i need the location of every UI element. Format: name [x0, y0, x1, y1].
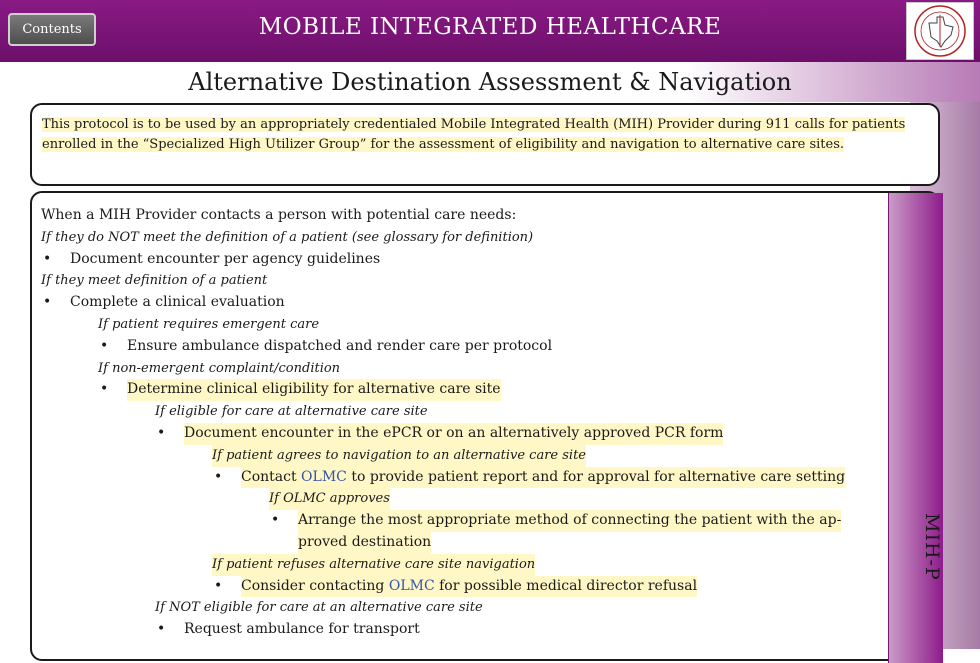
condition-line: If they do NOT meet the definition of a patient (see glossary for definition) [41, 229, 534, 245]
bullet-item-continued: proved destination [41, 532, 891, 554]
bullet-item: • Contact OLMC to provide patient report and for approval for alternative care setting [41, 467, 891, 489]
intro-text: This protocol is to be used by an appropriately credentialed Mobile Integrated Health (MIH) Provider during 911 calls for patients enrolled in the “Specialized High Utilizer Group” for the assessment of eligibility and navigation to alternative care sites. [42, 117, 906, 152]
medical-directors-seal-icon [906, 2, 974, 60]
olmc-link[interactable]: OLMC [301, 468, 347, 485]
condition-line: If patient agrees to navigation to an alternative care site [41, 445, 891, 467]
condition-line: If eligible for care at alternative care site [155, 404, 428, 420]
condition-line: If patient requires emergent care [98, 316, 320, 332]
bullet-item: • Document encounter in the ePCR or on an alternatively approved PCR form [41, 423, 891, 445]
bullet-item: • Ensure ambulance dispatched and render care per protocol [41, 336, 891, 358]
bullet-item: • Complete a clinical evaluation [41, 292, 891, 314]
bullet-item: • Arrange the most appropriate method of connecting the patient with the ap- [41, 510, 891, 532]
tab-label: MIH-P [921, 513, 943, 581]
olmc-link[interactable]: OLMC [388, 577, 435, 594]
contents-button[interactable]: Contents [8, 13, 96, 46]
condition-line: If non-emergent complaint/condition [98, 360, 341, 376]
condition-line: If patient refuses alternative care site navigation [41, 554, 891, 576]
protocol-box [30, 191, 943, 661]
protocol-content [41, 205, 891, 641]
protocol-line: When a MIH Provider contacts a person with potential care needs: [41, 207, 517, 223]
bullet-item: • Request ambulance for transport [41, 619, 891, 641]
app-title: MOBILE INTEGRATED HEALTHCARE [258, 14, 722, 40]
page-title: Alternative Destination Assessment & Navigation [188, 68, 792, 96]
bullet-item: • Consider contacting OLMC for possible medical director refusal [41, 576, 891, 598]
protocol-tab [888, 193, 943, 663]
bullet-item: • Document encounter per agency guidelines [41, 249, 891, 271]
condition-line: If they meet definition of a patient [41, 273, 268, 289]
bullet-item: • Determine clinical eligibility for alternative care site [41, 379, 891, 401]
intro-box [30, 103, 940, 186]
app-header [0, 0, 980, 62]
condition-line: If NOT eligible for care at an alternative care site [155, 600, 483, 616]
condition-line: If OLMC approves [41, 488, 891, 510]
